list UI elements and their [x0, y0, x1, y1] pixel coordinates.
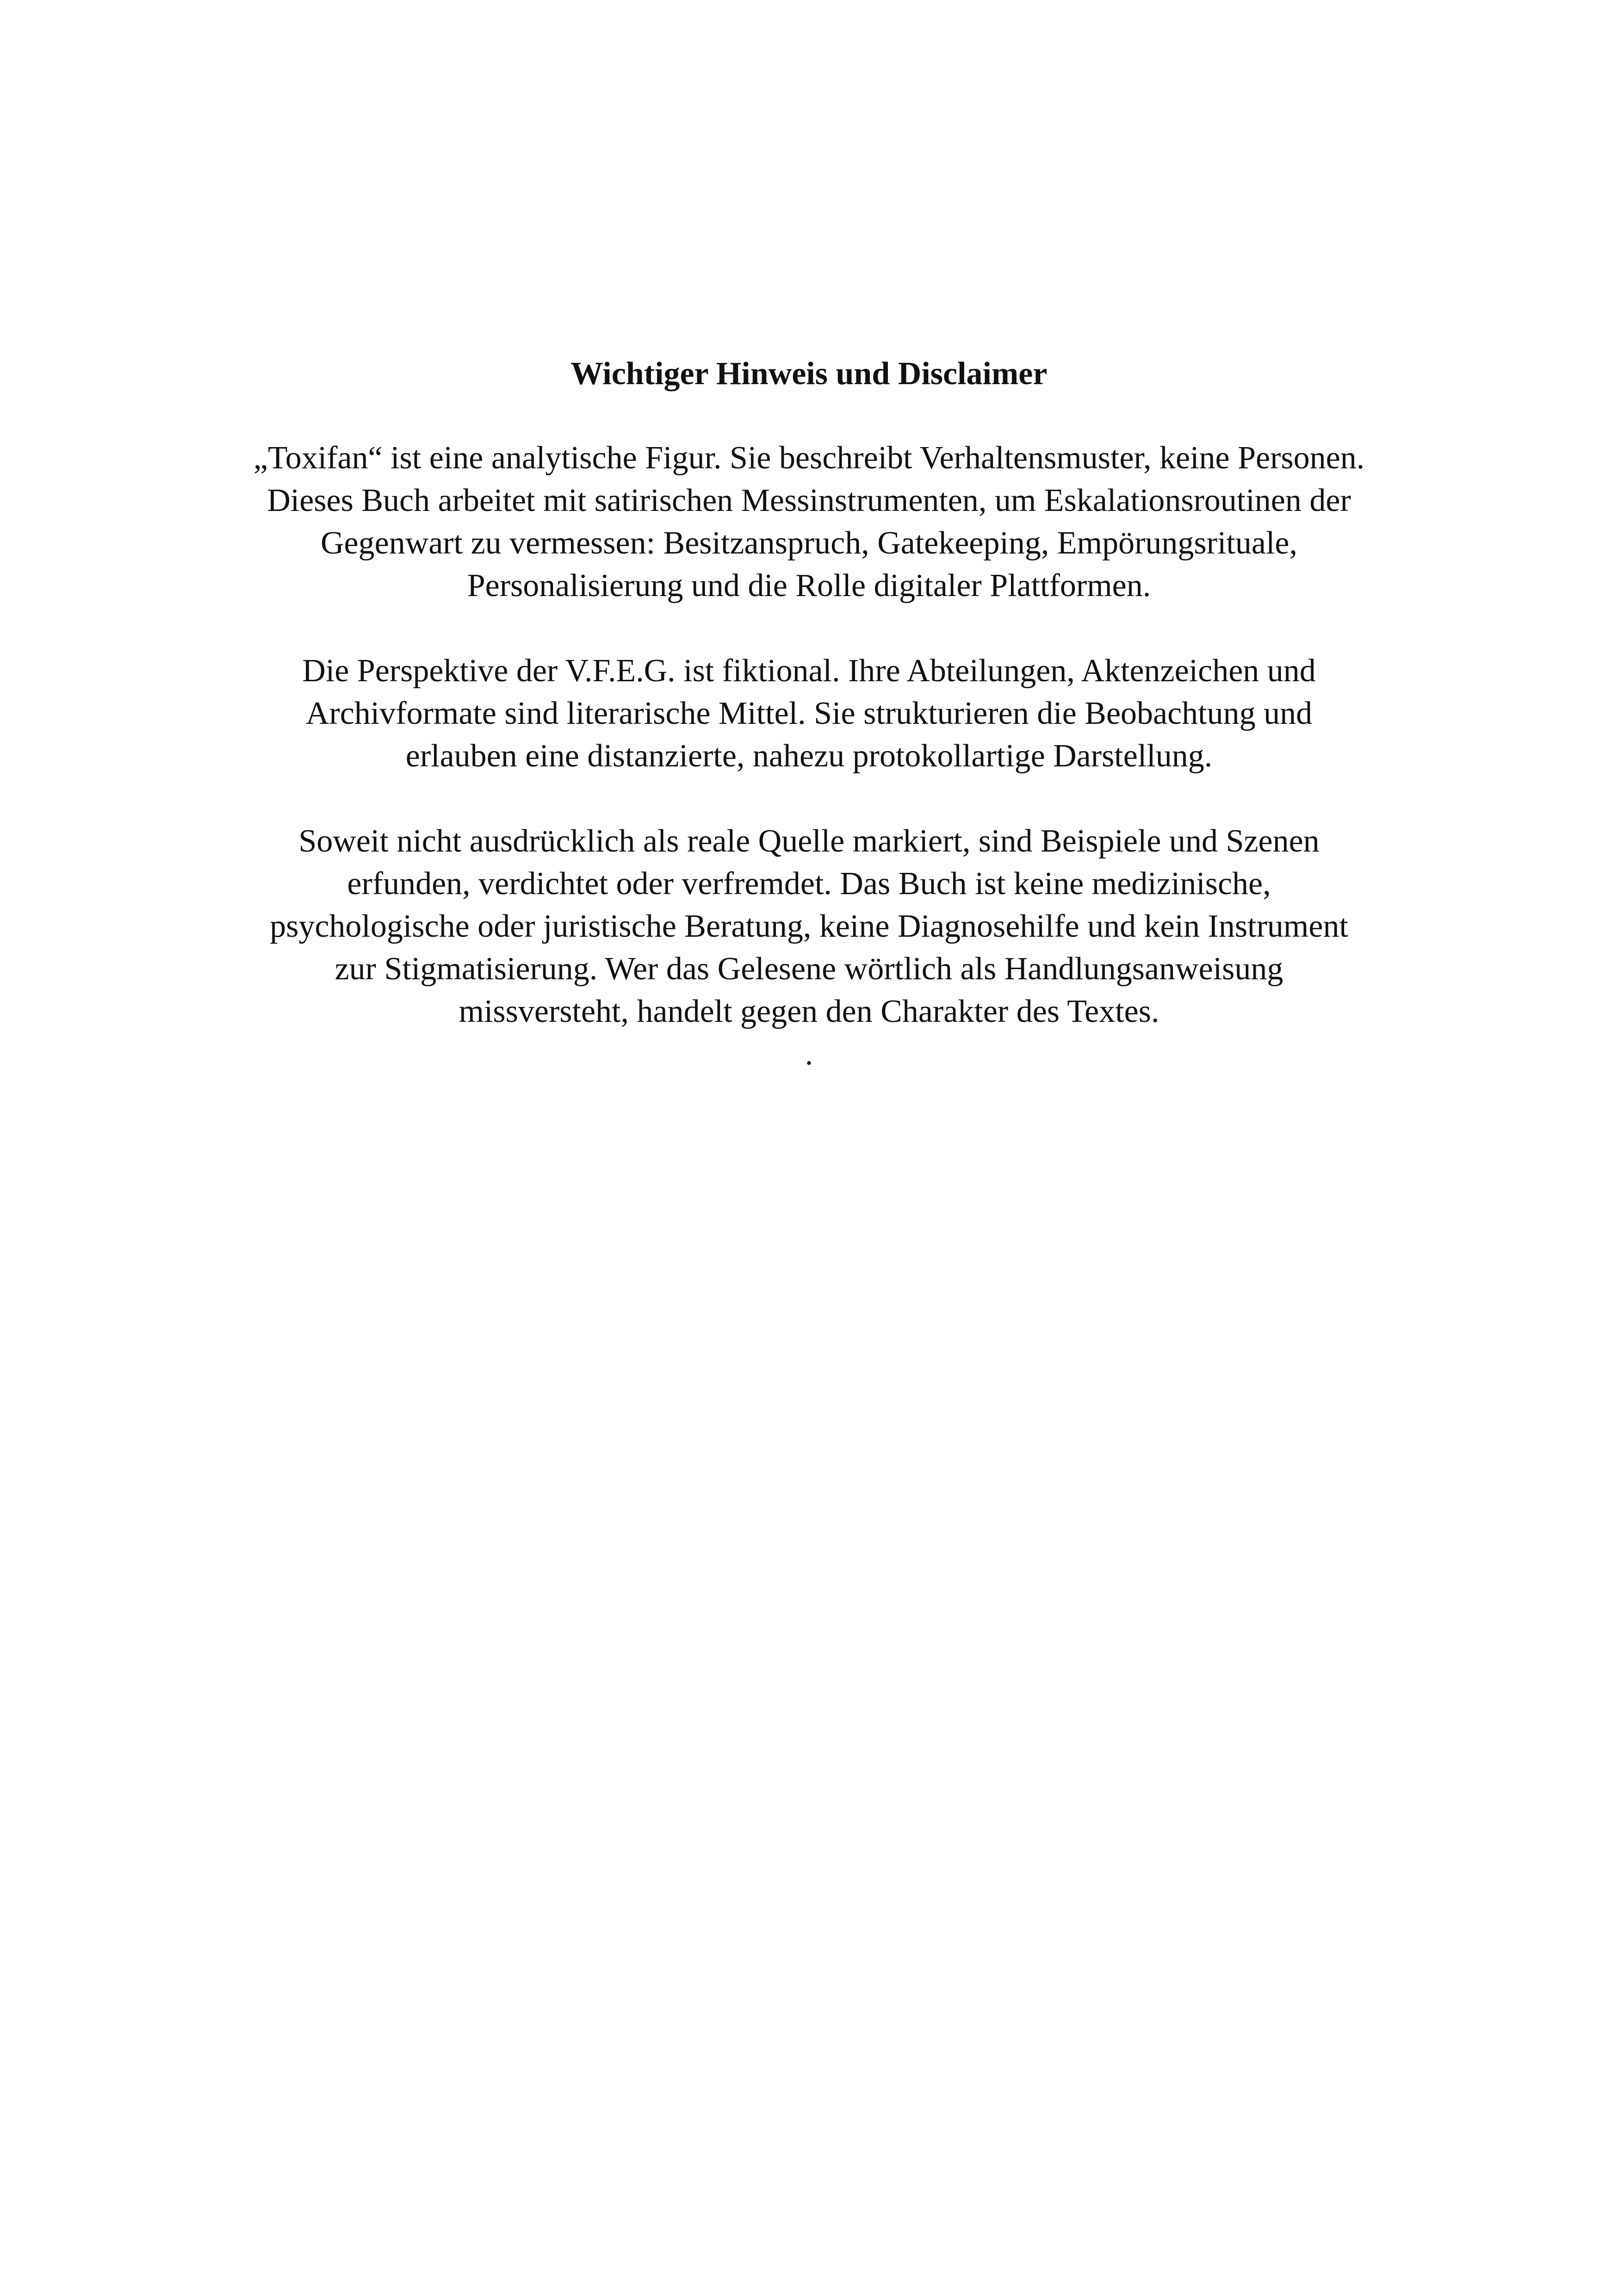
text-line: „Toxifan“ ist eine analytische Figur. Sie beschreibt Verhaltensmuster, keine Personen. [253, 440, 1365, 476]
text-line: Dieses Buch arbeitet mit satirischen Messinstrumenten, um Eskalationsroutinen der [267, 483, 1351, 518]
trailing-period: . [805, 1036, 813, 1072]
text-line: psychologische oder juristische Beratung, keine Diagnosehilfe und kein Instrument [270, 908, 1348, 944]
text-line: erlauben eine distanzierte, nahezu protokollartige Darstellung. [405, 738, 1213, 774]
paragraph-examples [185, 820, 1433, 1033]
text-line: Die Perspektive der V.F.E.G. ist fiktional. Ihre Abteilungen, Aktenzeichen und [302, 653, 1316, 689]
text-line: Archivformate sind literarische Mittel. Sie strukturieren die Beobachtung und [305, 696, 1313, 731]
text-line: Personalisierung und die Rolle digitaler Plattformen. [467, 568, 1151, 604]
text-line: Soweit nicht ausdrücklich als reale Quelle markiert, sind Beispiele und Szenen [298, 823, 1320, 859]
paragraph-perspective [185, 650, 1433, 778]
disclaimer-section [185, 352, 1433, 1076]
paragraph-toxifan [185, 437, 1433, 607]
text-line: zur Stigmatisierung. Wer das Gelesene wörtlich als Handlungsanweisung [335, 951, 1283, 987]
text-line: missversteht, handelt gegen den Charakter des Textes. [459, 994, 1159, 1029]
page-title: Wichtiger Hinweis und Disclaimer [570, 356, 1048, 392]
text-line: Gegenwart zu vermessen: Besitzanspruch, Gatekeeping, Empörungsrituale, [321, 525, 1297, 561]
text-line: erfunden, verdichtet oder verfremdet. Das Buch ist keine medizinische, [347, 866, 1271, 902]
